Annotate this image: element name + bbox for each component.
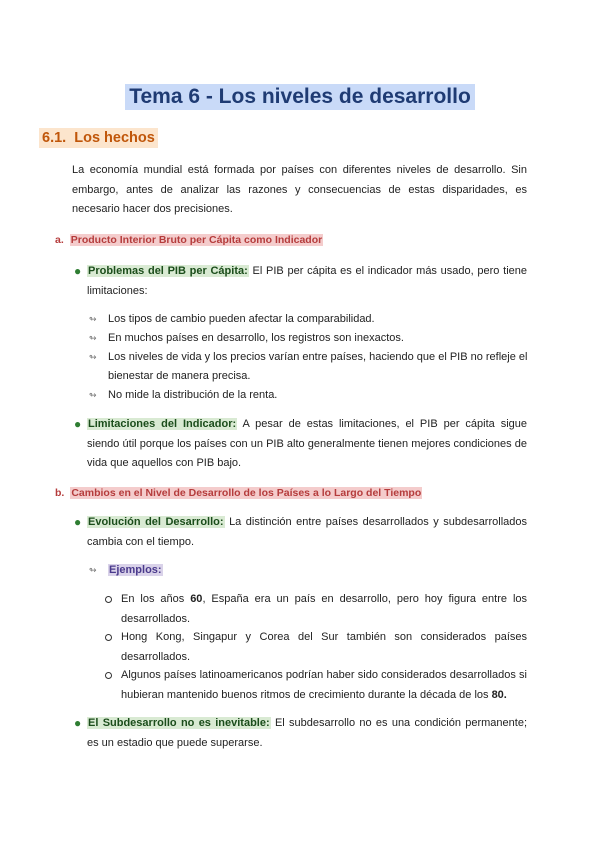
arrow-icon: ↬: [89, 352, 97, 362]
arrow-icon: ↬: [89, 565, 97, 575]
example-text: Algunos países latinoamericanos podrían haber sido considerados desarrollados si hubieran mantenido buenos ritmos de crecimiento durante la década de los: [121, 669, 527, 701]
arrow-icon: ↬: [89, 333, 97, 343]
page-title: Tema 6 - Los niveles de desarrollo: [125, 84, 475, 110]
section-title: Los hechos: [74, 130, 155, 146]
bullet-label: El Subdesarrollo no es inevitable:: [88, 717, 270, 729]
example-item: [121, 628, 527, 667]
circle-bullet-icon: [105, 634, 112, 641]
bullet-text: A pesar de estas limitaciones, el PIB per cápita sigue siendo útil porque los países con un PIB alto generalmente tienen mejores condiciones de vida que aquellos con PIB bajo.: [87, 418, 528, 469]
list-item: [89, 310, 528, 329]
bullet-indicator-limits: [74, 415, 528, 474]
bullet-dot-icon: ●: [74, 515, 82, 529]
example-bold: 60: [190, 593, 203, 605]
example-item: [121, 666, 527, 705]
examples-label: Ejemplos:: [109, 564, 162, 576]
example-item: [121, 590, 527, 629]
example-bold: 80.: [491, 688, 507, 701]
subheading-a: [55, 232, 323, 248]
section-heading: [39, 128, 158, 148]
subheading-b-letter: b.: [55, 487, 65, 499]
subheading-b: [55, 485, 422, 501]
bullet-label: Limitaciones del Indicador:: [88, 418, 237, 430]
list-item-text: Los tipos de cambio pueden afectar la comparabilidad.: [108, 313, 375, 325]
bullet-pib-problems: [74, 262, 528, 301]
bullet-development-evolution: [74, 513, 527, 552]
list-item-text: En muchos países en desarrollo, los registros son inexactos.: [108, 332, 404, 344]
section-number: 6.1.: [42, 130, 67, 146]
subheading-a-title: Producto Interior Bruto per Cápita como Indicador: [70, 234, 323, 246]
list-item-text: No mide la distribución de la renta.: [108, 389, 278, 401]
example-text: En los años: [121, 593, 191, 605]
bullet-text: La distinción entre países desarrollados y subdesarrollados cambia con el tiempo.: [87, 516, 527, 548]
bullet-label: Evolución del Desarrollo:: [88, 516, 224, 528]
subheading-a-letter: a.: [55, 234, 64, 246]
list-item: [89, 348, 528, 386]
list-item: [89, 329, 528, 348]
intro-paragraph: La economía mundial está formada por países con diferentes niveles de desarrollo. Sin embargo, antes de analizar las razones y consecuencias de estas disparidades, es necesario hacer dos precisiones.: [72, 164, 527, 215]
arrow-icon: ↬: [89, 314, 97, 324]
bullet-dot-icon: ●: [74, 264, 82, 278]
arrow-icon: ↬: [89, 390, 97, 400]
bullet-text: El PIB per cápita es el indicador más usado, pero tiene limitaciones:: [87, 265, 528, 297]
title-row: [0, 84, 600, 110]
bullet-dot-icon: ●: [74, 716, 82, 730]
bullet-label: Problemas del PIB per Cápita:: [88, 265, 248, 277]
circle-bullet-icon: [105, 672, 112, 679]
bullet-text: El subdesarrollo no es una condición permanente; es un estadio que puede superarse.: [87, 717, 528, 749]
bullet-underdevelopment: [74, 714, 528, 753]
bullet-dot-icon: ●: [74, 417, 82, 431]
list-item-text: Los niveles de vida y los precios varían entre países, haciendo que el PIB no refleje el bienestar de manera precisa.: [108, 351, 528, 382]
example-text: Hong Kong, Singapur y Corea del Sur también son considerados países desarrollados.: [121, 631, 527, 663]
list-item: [89, 386, 528, 405]
subheading-b-title: Cambios en el Nivel de Desarrollo de los Países a lo Largo del Tiempo: [71, 487, 422, 499]
examples-heading: [89, 561, 163, 580]
circle-bullet-icon: [105, 596, 112, 603]
example-text: , España era un país en desarrollo, pero hoy figura entre los desarrollados.: [121, 593, 528, 625]
